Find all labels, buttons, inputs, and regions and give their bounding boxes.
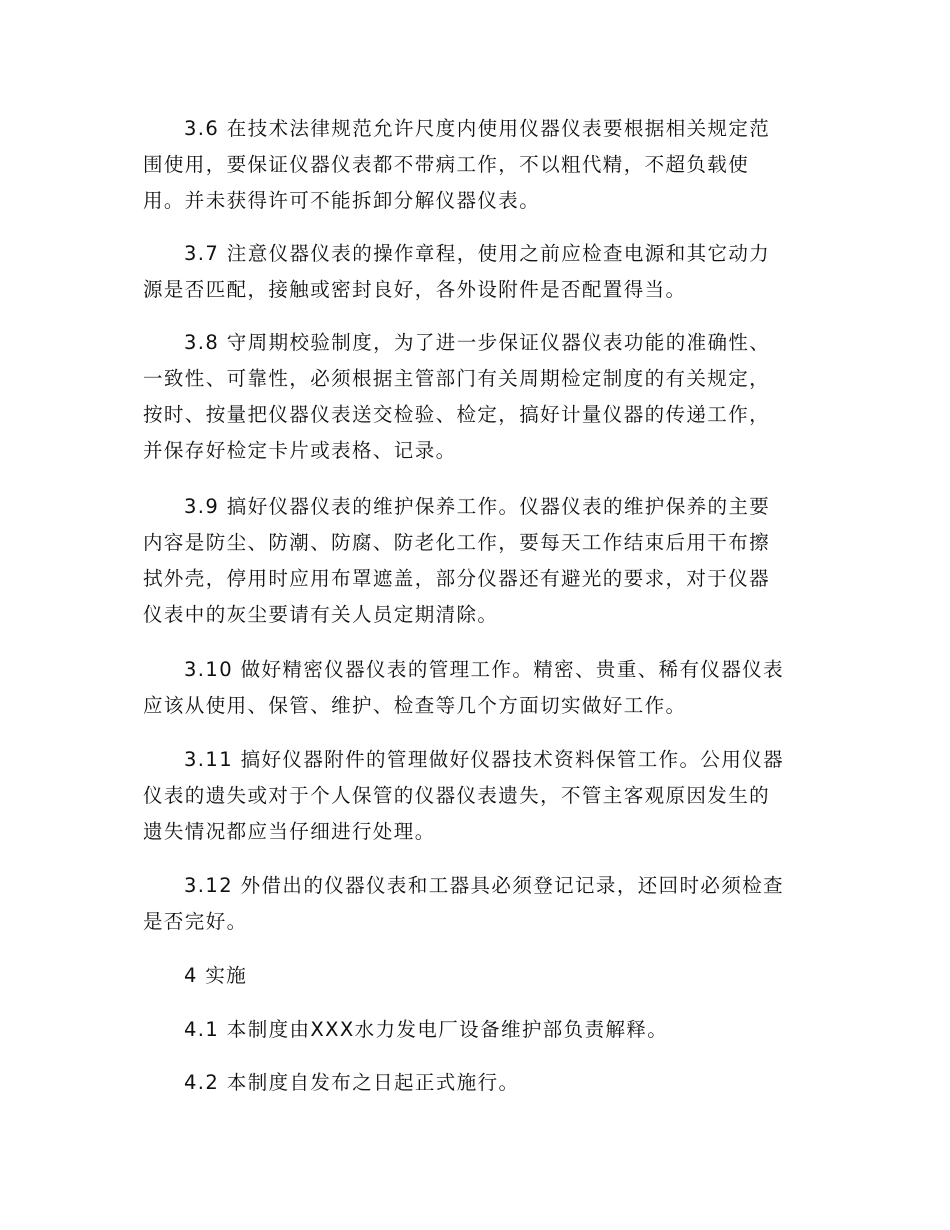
paragraph-4-2	[143, 1065, 813, 1101]
paragraph-3-8	[143, 325, 813, 469]
text-line: 内容是防尘、防潮、防腐、防老化工作，要每天工作结束后用干布擦	[143, 531, 771, 554]
paragraph-4-1	[143, 1012, 813, 1048]
text-line: 是否完好。	[143, 910, 248, 933]
text-line: 源是否匹配，接触或密封良好，各外设附件是否配置得当。	[143, 278, 687, 301]
paragraph-3-10	[143, 652, 813, 724]
paragraph-3-12	[143, 868, 813, 940]
paragraph-3-7	[143, 236, 813, 308]
text-line: 3.8 守周期校验制度，为了进一步保证仪器仪表功能的准确性、	[184, 331, 771, 354]
text-line: 拭外壳，停用时应用布罩遮盖，部分仪器还有避光的要求，对于仪器	[143, 567, 771, 590]
text-line: 3.11 搞好仪器附件的管理做好仪器技术资料保管工作。公用仪器	[184, 748, 785, 771]
text-line: 3.6 在技术法律规范允许尺度内使用仪器仪表要根据相关规定范	[184, 117, 771, 140]
text-line: 3.7 注意仪器仪表的操作章程，使用之前应检查电源和其它动力	[184, 242, 771, 265]
text-line: 用。并未获得许可不能拆卸分解仪器仪表。	[143, 189, 541, 212]
text-line: 4.2 本制度自发布之日起正式施行。	[184, 1071, 520, 1094]
text-line: 按时、按量把仪器仪表送交检验、检定，搞好计量仪器的传递工作，	[143, 403, 771, 426]
text-line: 应该从使用、保管、维护、检查等几个方面切实做好工作。	[143, 694, 687, 717]
text-line: 3.12 外借出的仪器仪表和工器具必须登记记录，还回时必须检查	[184, 874, 785, 897]
paragraph-3-11	[143, 742, 813, 850]
text-line: 3.9 搞好仪器仪表的维护保养工作。仪器仪表的维护保养的主要	[184, 495, 771, 518]
section-heading-4	[143, 958, 813, 994]
paragraph-3-6	[143, 111, 813, 219]
paragraph-3-9	[143, 489, 813, 633]
text-line: 3.10 做好精密仪器仪表的管理工作。精密、贵重、稀有仪器仪表	[184, 658, 785, 681]
text-line: 并保存好检定卡片或表格、记录。	[143, 439, 457, 462]
text-line: 4.1 本制度由XXX水力发电厂设备维护部负责解释。	[184, 1018, 669, 1041]
text-line: 仪表的遗失或对于个人保管的仪器仪表遗失，不管主客观原因发生的	[143, 784, 771, 807]
text-line: 围使用，要保证仪器仪表都不带病工作，不以粗代精，不超负载使	[143, 153, 750, 176]
section-heading-text: 4 实施	[184, 964, 248, 987]
text-line: 仪表中的灰尘要请有关人员定期清除。	[143, 603, 499, 626]
text-line: 遗失情况都应当仔细进行处理。	[143, 820, 436, 843]
text-line: 一致性、可靠性，必须根据主管部门有关周期检定制度的有关规定，	[143, 367, 771, 390]
